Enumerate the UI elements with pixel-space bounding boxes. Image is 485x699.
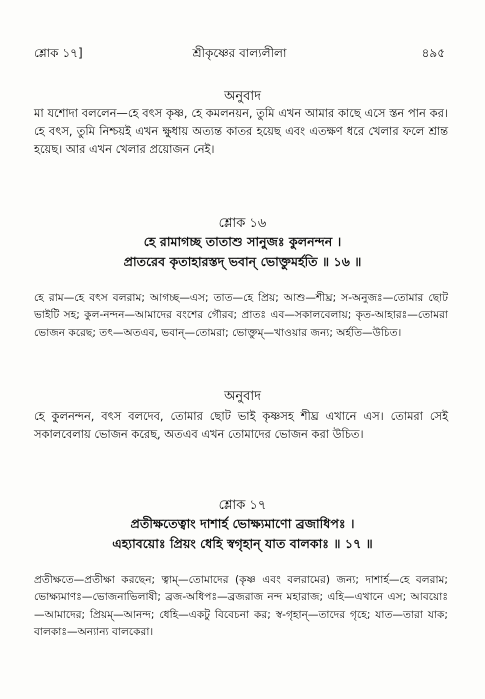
verse-17-heading: শ্লোক ১৭ <box>218 498 267 513</box>
header-verse-ref: শ্লোক ১৭] <box>34 46 83 60</box>
header-chapter-title: শ্রীকৃষ্ণের বাল্যলীলা <box>192 46 287 60</box>
translation-heading-2: অনুবাদ <box>224 389 261 404</box>
translation-heading-1: অনুবাদ <box>224 89 261 104</box>
verse-17-line-2: এহ্যাবয়োঃ প্রিয়ং ধেহি স্বগৃহান্ যাত বালকাঃ ॥ ১৭ ॥ <box>112 536 373 551</box>
verse-17-text <box>0 514 485 554</box>
verse-16-text <box>0 232 485 272</box>
verse-16-line-1: হে রামাগচ্ছ তাতাশু সানুজঃ কুলনন্দন । <box>143 234 342 249</box>
verse-16-word-meanings: হে রাম—হে বৎস বলরাম; আগচ্ছ—এস; তাত—হে প্রিয়; আশু—শীঘ্র; স-অনুজঃ—তোমার ছোট ভাইটি সহ; কুল-নন্দন—আমাদের বংশের গৌরব; প্রাতঃ এব—সকালবেলায়; কৃত-আহারঃ—তোমরা ভোজন করেছ; তৎ—অতএব, ভবান্—তোমরা; ভোক্তুম্—খাওয়ার জন্য; অর্হতি—উচিত। <box>34 292 448 339</box>
translation-paragraph-2: হে কুলনন্দন, বৎস বলদেব, তোমার ছোট ভাই কৃষ্ণসহ শীঘ্র এখানে এস। তোমরা সেই সকালবেলায় ভোজন করেছ, অতএব এখন তোমাদের ভোজন করা উচিত। <box>34 409 448 442</box>
verse-17-line-1: প্রতীক্ষতেত্বাং দাশার্হ ভোক্ষ্যমাণো ব্রজাধিপঃ । <box>130 516 355 531</box>
verse-16-heading: শ্লোক ১৬ <box>218 216 267 231</box>
translation-paragraph-1: মা যশোদা বললেন—হে বৎস কৃষ্ণ, হে কমলনয়ন, তুমি এখন আমার কাছে এসে স্তন পান কর। হে বৎস, তুমি নিশ্চয়ই এখন ক্ষুধায় অত্যন্ত কাতর হয়েছ এবং এতক্ষণ ধরে খেলার ফলে শ্রান্ত হয়েছ। আর এখন খেলার প্রয়োজন নেই। <box>34 106 448 157</box>
header-page-number: ৪৯৫ <box>421 46 445 60</box>
verse-16-line-2: প্রাতরেব কৃতাহারস্তদ্ ভবান্ ভোক্তুমর্হতি ॥ ১৬ ॥ <box>123 254 362 269</box>
running-header <box>34 46 445 64</box>
verse-17-word-meanings: প্রতীক্ষতে—প্রতীক্ষা করছেন; ত্বাম্—তোমাদের (কৃষ্ণ এবং বলরামের) জন্য; দাশার্হ—হে বলরাম; ভোক্ষ্যমাণঃ—ভোজনাভিলাষী; ব্রজ-অধিপঃ—ব্রজরাজ নন্দ মহারাজ; এহি—এখানে এস; আবয়োঃ—আমাদের; প্রিয়ম্—আনন্দ; ধেহি—একটু বিবেচনা কর; স্ব-গৃহান্—তাদের গৃহে; যাত—তারা যাক; বালকাঃ—অন্যান্য বালকেরা। <box>34 574 448 639</box>
